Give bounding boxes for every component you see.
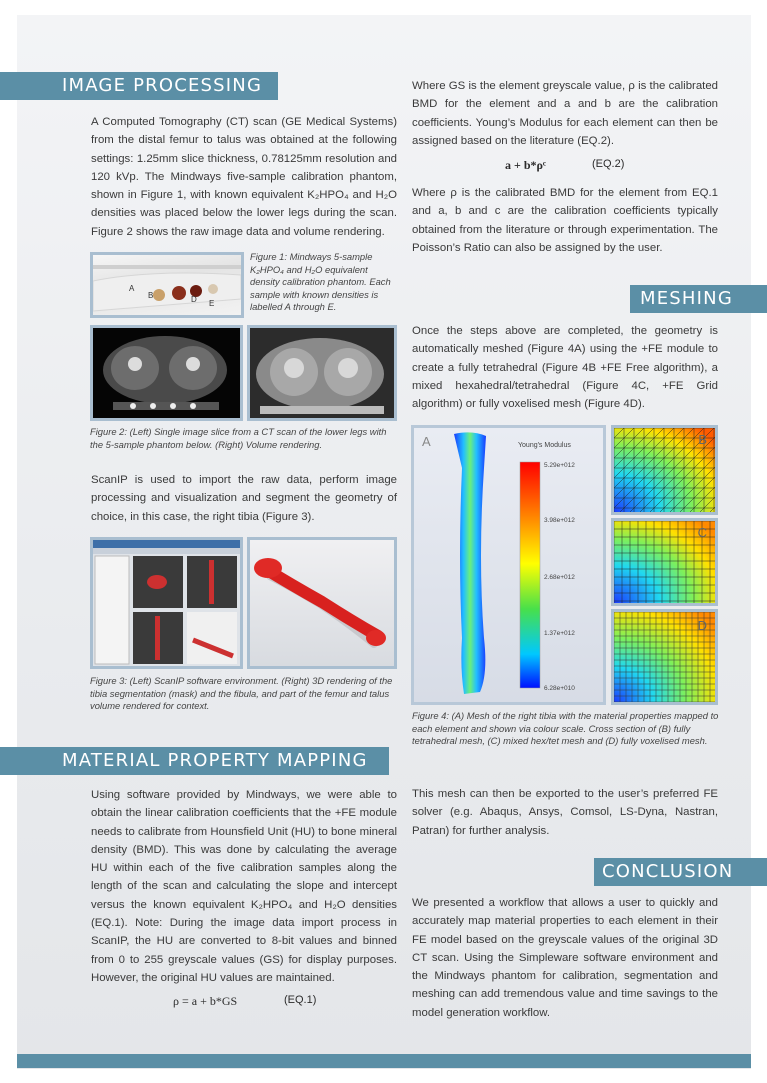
phantom-label-a: A — [129, 284, 135, 293]
image-processing-paragraph-2: ScanIP is used to import the raw data, perform image processing and visualization and segment the geometry of choice, in this case, the right tibia (Figure 3). — [91, 474, 397, 523]
legend-value-5: 6.28e+010 — [544, 685, 575, 692]
ct-slice-drawing — [93, 328, 240, 418]
panel-label-c: C — [697, 525, 707, 540]
figure-3-scanip-screenshot — [90, 537, 243, 669]
figure-4d-voxel-mesh — [611, 609, 718, 705]
tibia-rendering-drawing — [250, 540, 394, 666]
coefficient-paragraph: Where ρ is the calibrated BMD for the element from EQ.1 and a, b and c are the calibration coefficients typically obtained from the literature or through experimentation. The Poisson’s Ratio can also be assigned by the user. — [412, 187, 718, 254]
panel-label-a: A — [422, 434, 431, 449]
phantom-label-b: B — [148, 291, 154, 300]
legend-value-1: 5.29e+012 — [544, 462, 575, 469]
scanip-ui-drawing — [93, 540, 240, 666]
figure-1-caption: Figure 1: Mindways 5-sample K₂HPO₄ and H₂O equivalent density calibration phantom. Each sample with known densities is labelled A through E. — [250, 251, 391, 313]
image-processing-heading: IMAGE PROCESSING — [0, 72, 278, 100]
equation-1-label: (EQ.1) — [284, 994, 317, 1006]
equation-2: a + b*ρᶜ — [505, 158, 547, 172]
material-property-paragraph: Using software provided by Mindways, we were able to obtain the linear calibration coefficients that the +FE module needs to calibrate from Hounsfield Unit (HU) to bone mineral density (BMD). This was done by calculating the average HU within each of the five calibration samples along the length of the scan and calculating the slope and intercept versus the known equivalent K₂HPO₄ and H₂O densities (EQ.1). Note: During the image data import process in ScanIP, the HU are converted to 8-bit values and binned from 0 to 255 greyscale values (GS) for display purposes. However, the original HU values are maintained. — [91, 789, 397, 984]
figure-4-caption: Figure 4: (A) Mesh of the right tibia with the material properties mapped to each element and shown via colour scale. Cross section of (B) fully tetrahedral mesh, (C) mixed hex/tet mesh and (D) fully voxelised mesh. — [412, 710, 719, 747]
tibia-mesh-drawing — [414, 428, 603, 702]
panel-label-d: D — [697, 618, 707, 633]
panel-label-b: B — [698, 432, 707, 447]
equation-1: ρ = a + b*GS — [173, 994, 238, 1008]
phantom-sample-b — [153, 289, 165, 301]
figure-2-volume-rendering-image — [247, 325, 397, 421]
equation-2-label: (EQ.2) — [592, 158, 625, 170]
meshing-heading: MESHING — [630, 285, 767, 313]
image-processing-paragraph-1: A Computed Tomography (CT) scan (GE Medical Systems) from the distal femur to talus was obtained at the following settings: 1.25mm slice thickness, 0.78125mm resolution and 120 kVp. The Mindways five-sample calibration phantom, shown in Figure 1, with known equivalent K₂HPO₄ and H₂O densities was placed below the lower legs during the scan. Figure 2 shows the raw image data and volume rendering. — [91, 116, 397, 238]
phantom-label-d: D — [191, 295, 197, 304]
phantom-drawing — [93, 255, 241, 315]
material-property-mapping-heading: MATERIAL PROPERTY MAPPING — [0, 747, 389, 775]
phantom-label-e: E — [209, 299, 215, 308]
phantom-sample-c — [172, 286, 186, 300]
figure-2-ct-slice-image — [90, 325, 243, 421]
figure-1-phantom-image — [90, 252, 244, 318]
figure-3-tibia-rendering — [247, 537, 397, 669]
footer-bar — [17, 1054, 751, 1068]
legend-value-2: 3.98e+012 — [544, 517, 575, 524]
meshing-paragraph-2: This mesh can then be exported to the user’s preferred FE solver (e.g. Abaqus, Ansys, Comsol, LS-Dyna, Nastran, Patran) for further analysis. — [412, 788, 718, 837]
volume-rendering-drawing — [250, 328, 394, 418]
conclusion-paragraph: We presented a workflow that allows a user to quickly and accurately map material properties to each element in their FE model based on the greyscale values of the original 3D CT scan. Using the Simpleware software environment and the Mindways phantom for calibration, segmentation and meshing can add tremendous value and time savings to the model generation workflow. — [412, 897, 718, 1019]
legend-title: Young's Modulus — [518, 442, 571, 449]
meshing-paragraph-1: Once the steps above are completed, the geometry is automatically meshed (Figure 4A) using the +FE module to create a fully tetrahedral (Figure 4B +FE Free algorithm), a mixed hexahedral/tetrahedral (Figure 4C, +FE Grid algorithm) or fully voxelised mesh (Figure 4D). — [412, 325, 718, 411]
phantom-sample-e — [208, 284, 218, 294]
figure-4c-hex-tet-mesh — [611, 518, 718, 606]
legend-value-4: 1.37e+012 — [544, 630, 575, 637]
figure-3-caption: Figure 3: (Left) ScanIP software environment. (Right) 3D rendering of the tibia segmentation (mask) and the fibula, and part of the femur and talus volume rendered for context. — [90, 675, 393, 712]
calibration-paragraph: Where GS is the element greyscale value, ρ is the calibrated BMD for the element and a and b are the calibration coefficients. Young’s Modulus for each element can then be assigned based on the literature (EQ.2). — [412, 80, 718, 147]
figure-4a-tibia-mesh — [411, 425, 606, 705]
legend-value-3: 2.68e+012 — [544, 574, 575, 581]
conclusion-heading: CONCLUSION — [594, 858, 767, 886]
figure-4b-tetrahedral-mesh — [611, 425, 718, 515]
figure-2-caption: Figure 2: (Left) Single image slice from a CT scan of the lower legs with the 5-sample phantom below. (Right) Volume rendering. — [90, 426, 387, 450]
